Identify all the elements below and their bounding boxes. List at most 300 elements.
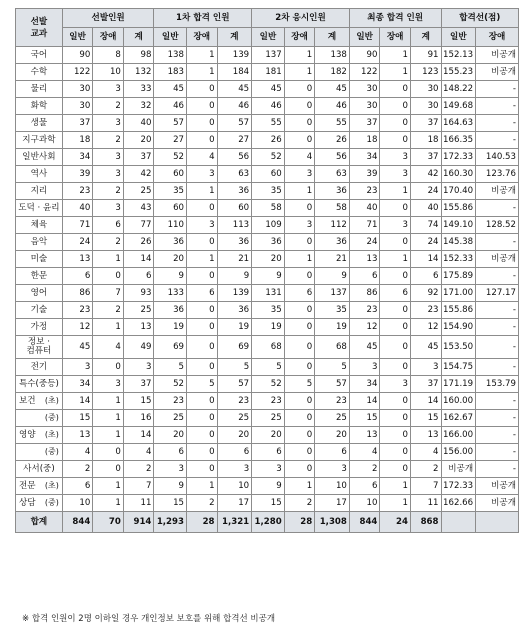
- table-cell: 21: [315, 251, 350, 268]
- table-cell: 184: [217, 64, 252, 81]
- sub-label: (중): [44, 413, 59, 422]
- table-cell: 20: [154, 251, 187, 268]
- table-cell: 69: [217, 336, 252, 359]
- table-cell: 52: [154, 149, 187, 166]
- table-cell: 3: [284, 166, 315, 183]
- table-row: [16, 410, 519, 427]
- table-cell: 36: [252, 234, 285, 251]
- table-cell: 1: [187, 64, 218, 81]
- subject-cell: 수학: [16, 64, 63, 81]
- table-cell: 122: [62, 64, 93, 81]
- table-cell: 55: [315, 115, 350, 132]
- sub-header-total: 계: [410, 28, 441, 47]
- table-cell: 137: [252, 47, 285, 64]
- table-cell: 0: [284, 319, 315, 336]
- table-cell: 19: [154, 319, 187, 336]
- table-cell: 1: [380, 64, 411, 81]
- table-cell: 3: [349, 359, 380, 376]
- table-cell: 156.00: [441, 444, 476, 461]
- table-cell: 30: [349, 98, 380, 115]
- table-cell: 13: [410, 427, 441, 444]
- table-cell: 3: [315, 461, 350, 478]
- table-cell: 33: [123, 81, 154, 98]
- table-cell: 15: [410, 410, 441, 427]
- sub-header-total: 계: [123, 28, 154, 47]
- subject-cell: 기술: [16, 302, 63, 319]
- table-row: [16, 336, 519, 359]
- table-cell: 3: [93, 376, 124, 393]
- table-row: [16, 200, 519, 217]
- table-cell: 46: [315, 98, 350, 115]
- table-cell: 57: [315, 376, 350, 393]
- total-row: [16, 512, 519, 533]
- table-cell: 3: [93, 166, 124, 183]
- table-cell: 30: [349, 81, 380, 98]
- subject-cell: 체육: [16, 217, 63, 234]
- table-cell: -: [476, 410, 519, 427]
- table-cell: 23: [315, 393, 350, 410]
- table-cell: 0: [380, 336, 411, 359]
- table-row: [16, 217, 519, 234]
- table-cell: 4: [349, 444, 380, 461]
- total-label: 합계: [16, 512, 63, 533]
- table-cell: 154.90: [441, 319, 476, 336]
- table-cell: 20: [217, 427, 252, 444]
- table-cell: 0: [380, 132, 411, 149]
- table-cell: 24: [410, 234, 441, 251]
- table-cell: 0: [380, 200, 411, 217]
- table-cell: 2: [123, 461, 154, 478]
- subject-cell: 일반사회: [16, 149, 63, 166]
- subject-cell: 역사: [16, 166, 63, 183]
- table-cell: 68: [315, 336, 350, 359]
- table-cell: 1: [284, 478, 315, 495]
- table-cell: 1: [380, 495, 411, 512]
- table-cell: 152.13: [441, 47, 476, 64]
- table-row: [16, 149, 519, 166]
- table-cell: 86: [62, 285, 93, 302]
- table-cell: 5: [187, 376, 218, 393]
- table-cell: 25: [154, 410, 187, 427]
- table-cell: 2: [93, 302, 124, 319]
- table-cell: 15: [349, 410, 380, 427]
- table-cell: 16: [123, 410, 154, 427]
- table-cell: 57: [217, 376, 252, 393]
- admission-results-table: [15, 8, 519, 533]
- table-cell: 24: [62, 234, 93, 251]
- table-cell: 45: [62, 336, 93, 359]
- table-cell: 1,308: [315, 512, 350, 533]
- table-cell: 36: [217, 183, 252, 200]
- table-cell: 2: [93, 98, 124, 115]
- table-cell: 0: [187, 98, 218, 115]
- table-cell: 10: [315, 478, 350, 495]
- table-cell: 40: [349, 200, 380, 217]
- table-cell: 69: [154, 336, 187, 359]
- table-cell: 20: [154, 427, 187, 444]
- table-cell: 10: [349, 495, 380, 512]
- table-cell: 56: [315, 149, 350, 166]
- table-cell: 0: [284, 461, 315, 478]
- table-cell: 46: [252, 98, 285, 115]
- table-cell: 6: [349, 268, 380, 285]
- table-cell: 23: [62, 183, 93, 200]
- table-row: [16, 478, 519, 495]
- table-cell: 131: [252, 285, 285, 302]
- subject-cell: [16, 410, 63, 427]
- table-cell: 123.76: [476, 166, 519, 183]
- group-label: 전문: [19, 481, 36, 491]
- table-cell: 5: [284, 376, 315, 393]
- table-cell: 0: [380, 234, 411, 251]
- table-cell: 183: [154, 64, 187, 81]
- table-cell: 1: [187, 478, 218, 495]
- table-cell: 19: [315, 319, 350, 336]
- table-cell: 42: [123, 166, 154, 183]
- table-cell: 2: [93, 183, 124, 200]
- table-cell: -: [476, 200, 519, 217]
- table-cell: 25: [217, 410, 252, 427]
- table-cell: 5: [217, 359, 252, 376]
- table-cell: 70: [93, 512, 124, 533]
- corner-header-line1: 선발: [30, 16, 48, 27]
- table-cell: 6: [93, 217, 124, 234]
- table-cell: 145.38: [441, 234, 476, 251]
- table-cell: 3: [93, 81, 124, 98]
- table-cell: 0: [93, 461, 124, 478]
- table-cell: 2: [93, 234, 124, 251]
- table-cell: 0: [284, 268, 315, 285]
- subject-cell: 특수(중등): [16, 376, 63, 393]
- table-cell: 0: [284, 98, 315, 115]
- table-cell: 155.23: [441, 64, 476, 81]
- table-cell: 3: [380, 166, 411, 183]
- group-header-final-pass: 최종 합격 인원: [349, 9, 441, 28]
- sub-label: (초): [44, 481, 59, 490]
- table-cell: 123: [410, 64, 441, 81]
- table-cell: 149.10: [441, 217, 476, 234]
- table-cell: 1: [93, 495, 124, 512]
- table-cell: 20: [252, 427, 285, 444]
- table-cell: 11: [410, 495, 441, 512]
- table-cell: 12: [349, 319, 380, 336]
- subject-cell: 전기: [16, 359, 63, 376]
- table-cell: -: [476, 319, 519, 336]
- table-cell: 1: [187, 183, 218, 200]
- table-cell: 39: [62, 166, 93, 183]
- table-cell: 71: [62, 217, 93, 234]
- table-cell: 36: [315, 234, 350, 251]
- table-cell: 0: [93, 268, 124, 285]
- table-cell: 133: [154, 285, 187, 302]
- subject-line2: 컴퓨터: [26, 346, 52, 356]
- table-cell: 6: [217, 444, 252, 461]
- table-cell: 35: [252, 302, 285, 319]
- table-cell: 6: [62, 478, 93, 495]
- table-cell: 5: [315, 359, 350, 376]
- table-cell: -: [476, 461, 519, 478]
- table-cell: 26: [252, 132, 285, 149]
- table-cell: 17: [217, 495, 252, 512]
- table-cell: 0: [187, 410, 218, 427]
- table-cell: -: [476, 81, 519, 98]
- table-cell: 844: [349, 512, 380, 533]
- table-cell: 112: [315, 217, 350, 234]
- subject-cell: 생물: [16, 115, 63, 132]
- table-row: [16, 319, 519, 336]
- table-cell: 9: [252, 478, 285, 495]
- sub-label: (초): [44, 430, 59, 439]
- table-cell: 30: [410, 98, 441, 115]
- table-cell: 0: [187, 336, 218, 359]
- corner-header-line2: 교과: [30, 28, 48, 39]
- table-cell: 37: [410, 115, 441, 132]
- table-cell: 56: [217, 149, 252, 166]
- table-cell: 42: [410, 166, 441, 183]
- table-cell: 37: [123, 376, 154, 393]
- table-cell: 1: [284, 183, 315, 200]
- table-cell: 3: [187, 217, 218, 234]
- table-cell: -: [476, 427, 519, 444]
- table-cell: 60: [154, 200, 187, 217]
- table-row: [16, 251, 519, 268]
- table-cell: 4: [93, 336, 124, 359]
- footnote: ※ 합격 인원이 2명 이하일 경우 개인정보 보호를 위해 합격선 비공개: [22, 614, 276, 624]
- table-cell: 46: [154, 98, 187, 115]
- table-cell: 1: [93, 393, 124, 410]
- table-cell: 6: [349, 478, 380, 495]
- group-header-cutoff: 합격선(점): [441, 9, 518, 28]
- table-cell: 24: [349, 234, 380, 251]
- table-cell: 71: [349, 217, 380, 234]
- table-cell: 139: [217, 47, 252, 64]
- table-cell: 20: [252, 251, 285, 268]
- table-cell: 18: [349, 132, 380, 149]
- table-cell: 0: [187, 319, 218, 336]
- subject-cell: 가정: [16, 319, 63, 336]
- table-cell: 0: [284, 444, 315, 461]
- table-cell: 비공개: [476, 64, 519, 81]
- subject-cell: 물리: [16, 81, 63, 98]
- table-cell: 4: [284, 149, 315, 166]
- table-cell: 34: [349, 149, 380, 166]
- table-cell: 46: [217, 98, 252, 115]
- table-cell: 14: [123, 427, 154, 444]
- table-cell: 11: [123, 495, 154, 512]
- table-cell: 30: [410, 81, 441, 98]
- subject-cell: [16, 495, 63, 512]
- table-cell: 155.86: [441, 200, 476, 217]
- table-cell: 122: [349, 64, 380, 81]
- table-cell: 90: [62, 47, 93, 64]
- table-cell: 34: [349, 376, 380, 393]
- table-cell: 37: [123, 149, 154, 166]
- table-row: [16, 64, 519, 81]
- table-cell: 0: [187, 115, 218, 132]
- table-cell: 45: [349, 336, 380, 359]
- table-cell: 1: [284, 64, 315, 81]
- table-cell: 36: [315, 183, 350, 200]
- table-cell: 39: [349, 166, 380, 183]
- table-cell: 137: [315, 285, 350, 302]
- table-row: [16, 183, 519, 200]
- table-cell: 19: [252, 319, 285, 336]
- table-cell: 27: [217, 132, 252, 149]
- table-cell: 6: [315, 444, 350, 461]
- sub-label: (중): [44, 447, 59, 456]
- table-cell: 4: [123, 444, 154, 461]
- table-cell: 23: [349, 302, 380, 319]
- table-row: [16, 302, 519, 319]
- sub-header-disabled: 장애: [93, 28, 124, 47]
- table-row: [16, 268, 519, 285]
- table-row: [16, 47, 519, 64]
- table-cell: 9: [315, 268, 350, 285]
- group-header-second-exam: 2차 응시인원: [252, 9, 350, 28]
- table-cell: -: [476, 336, 519, 359]
- table-cell: 14: [62, 393, 93, 410]
- table-cell: 63: [217, 166, 252, 183]
- table-cell: 0: [380, 427, 411, 444]
- table-row: [16, 376, 519, 393]
- table-cell: -: [476, 115, 519, 132]
- table-cell: 154.75: [441, 359, 476, 376]
- table-cell: 1: [380, 183, 411, 200]
- table-cell: 60: [154, 166, 187, 183]
- table-cell: 0: [284, 410, 315, 427]
- table-cell: 3: [62, 359, 93, 376]
- table-cell: 14: [123, 251, 154, 268]
- table-row: [16, 234, 519, 251]
- group-header-selection: 선발인원: [62, 9, 154, 28]
- table-cell: 25: [123, 302, 154, 319]
- table-cell: 2: [93, 132, 124, 149]
- table-cell: 0: [380, 444, 411, 461]
- table-cell: 26: [123, 234, 154, 251]
- sub-header-general: 일반: [349, 28, 380, 47]
- table-cell: 52: [154, 376, 187, 393]
- table-cell: 868: [410, 512, 441, 533]
- table-row: [16, 98, 519, 115]
- table-cell: 172.33: [441, 149, 476, 166]
- table-cell: 24: [410, 183, 441, 200]
- table-cell: 9: [217, 268, 252, 285]
- table-row: [16, 285, 519, 302]
- table-cell: 0: [187, 81, 218, 98]
- table-cell: 45: [410, 336, 441, 359]
- table-row: [16, 495, 519, 512]
- table-cell: -: [476, 234, 519, 251]
- table-cell: [476, 512, 519, 533]
- table-cell: 26: [315, 132, 350, 149]
- table-cell: 14: [410, 393, 441, 410]
- subject-cell: 지구과학: [16, 132, 63, 149]
- table-cell: 1,280: [252, 512, 285, 533]
- subject-line1: 정보 ·: [27, 337, 50, 347]
- group-label: 상담: [19, 498, 36, 508]
- table-cell: 23: [410, 302, 441, 319]
- sub-header-total: 계: [217, 28, 252, 47]
- table-cell: 7: [123, 478, 154, 495]
- table-cell: 7: [410, 478, 441, 495]
- table-cell: 152.33: [441, 251, 476, 268]
- table-cell: 166.35: [441, 132, 476, 149]
- table-cell: 109: [252, 217, 285, 234]
- table-cell: 3: [380, 376, 411, 393]
- table-cell: 0: [284, 132, 315, 149]
- subject-cell: 영어: [16, 285, 63, 302]
- sub-header-disabled: 장애: [284, 28, 315, 47]
- table-cell: 0: [284, 200, 315, 217]
- table-cell: 6: [252, 444, 285, 461]
- table-cell: 162.66: [441, 495, 476, 512]
- table-cell: 49: [123, 336, 154, 359]
- table-cell: 40: [123, 115, 154, 132]
- table-cell: 4: [187, 149, 218, 166]
- table-cell: 45: [154, 81, 187, 98]
- table-cell: 34: [62, 149, 93, 166]
- table-cell: 4: [62, 444, 93, 461]
- table-cell: 21: [217, 251, 252, 268]
- table-cell: 15: [154, 495, 187, 512]
- table-cell: 0: [284, 427, 315, 444]
- table-cell: 57: [217, 115, 252, 132]
- table-cell: 1: [93, 251, 124, 268]
- table-cell: 18: [410, 132, 441, 149]
- sub-header-row: [16, 28, 519, 47]
- subject-cell: 음악: [16, 234, 63, 251]
- subject-cell: [16, 336, 63, 359]
- table-cell: 140.53: [476, 149, 519, 166]
- table-cell: 2: [349, 461, 380, 478]
- table-cell: 113: [217, 217, 252, 234]
- table-cell: 52: [252, 376, 285, 393]
- table-row: [16, 166, 519, 183]
- table-cell: 60: [252, 166, 285, 183]
- group-label: 보건: [19, 396, 36, 406]
- table-cell: 3: [154, 461, 187, 478]
- table-cell: 7: [93, 285, 124, 302]
- table-cell: 3: [217, 461, 252, 478]
- table-cell: 55: [252, 115, 285, 132]
- table-cell: 24: [380, 512, 411, 533]
- table-cell: 68: [252, 336, 285, 359]
- table-cell: 45: [252, 81, 285, 98]
- table-cell: 172.33: [441, 478, 476, 495]
- sub-header-cutoff-disabled: 장애: [476, 28, 519, 47]
- table-cell: 27: [154, 132, 187, 149]
- table-cell: 10: [217, 478, 252, 495]
- table-cell: 12: [62, 319, 93, 336]
- table-cell: 0: [380, 115, 411, 132]
- table-cell: 36: [217, 234, 252, 251]
- table-cell: 58: [315, 200, 350, 217]
- table-cell: 10: [93, 64, 124, 81]
- table-cell: 5: [154, 359, 187, 376]
- table-cell: 0: [187, 268, 218, 285]
- group-header-first-pass: 1차 합격 인원: [154, 9, 252, 28]
- table-cell: 0: [380, 319, 411, 336]
- table-cell: 0: [187, 393, 218, 410]
- table-cell: 77: [123, 217, 154, 234]
- table-cell: 0: [187, 444, 218, 461]
- table-cell: 13: [349, 251, 380, 268]
- table-cell: 148.22: [441, 81, 476, 98]
- table-cell: 110: [154, 217, 187, 234]
- sub-header-general: 일반: [154, 28, 187, 47]
- table-row: [16, 115, 519, 132]
- table-cell: 비공개: [476, 478, 519, 495]
